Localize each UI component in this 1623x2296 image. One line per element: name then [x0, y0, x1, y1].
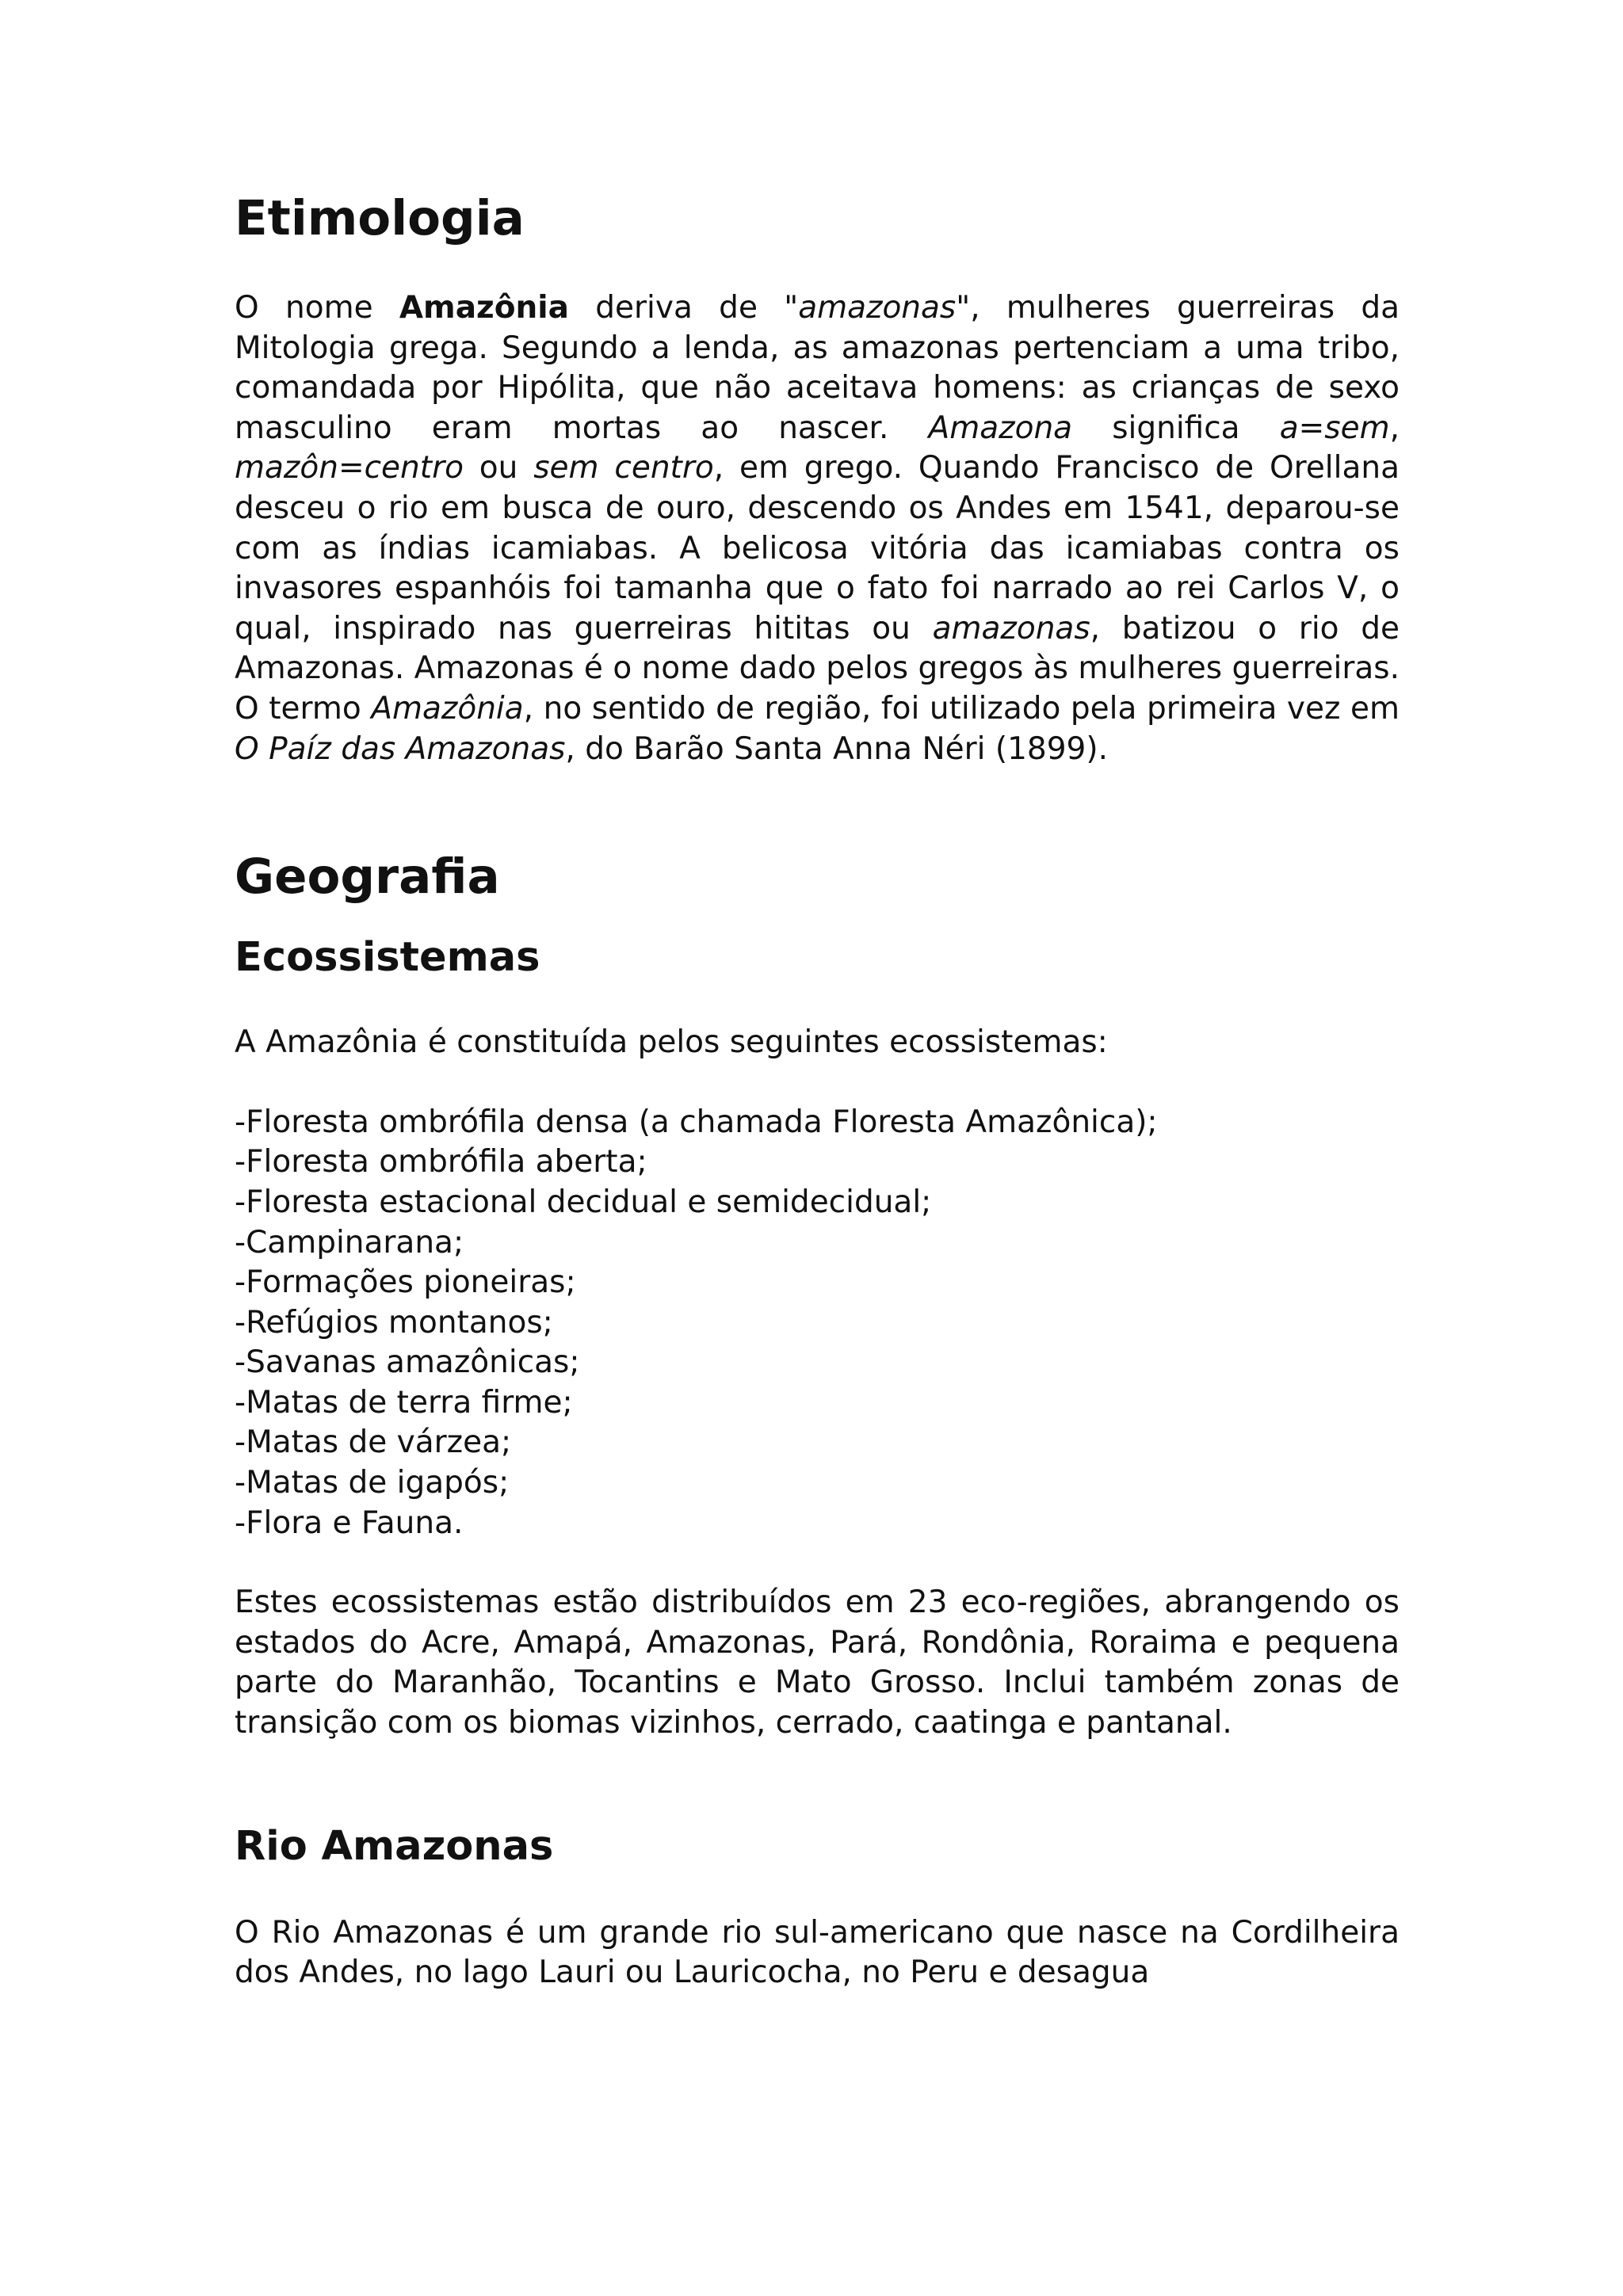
- heading-geografia: Geografia: [235, 849, 500, 906]
- bold-term: Amazônia: [399, 290, 569, 326]
- italic-term: Amazona: [928, 410, 1073, 446]
- text-run: , em grego. Quando Francisco de Orellana desceu o rio em busca de ouro, descendo os Andes em 1541, deparou-se com as índias icamiabas. A belicosa vitória das icamiabas contra os invasores espanhóis foi tamanha que o fato foi narrado ao rei Carlos V, o qual, inspirado nas guerreiras hititas ou: [235, 450, 1400, 646]
- italic-term: mazôn=centro: [235, 450, 464, 486]
- list-item: -Matas de várzea;: [235, 1425, 512, 1461]
- paragraph-ecossistemas-distribution: Estes ecossistemas estão distribuídos em 23 eco-regiões, abrangendo os estados do Acre, Amapá, Amazonas, Pará, Rondônia, Roraima e pequena parte do Maranhão, Tocantins e Mato Grosso. Inclui também zonas de transição com os biomas vizinhos, cerrado, caatinga e pantanal.: [235, 1585, 1400, 1741]
- heading-etimologia: Etimologia: [235, 190, 525, 246]
- text-run: ", mulheres guerreiras da Mitologia grega. Segundo a lenda, as amazonas pertenciam a uma tribo, comandada por Hipólita, que não aceitava homens: as crianças de sexo masculino eram mortas ao nascer.: [235, 290, 1400, 446]
- italic-term: sem centro: [533, 450, 714, 486]
- list-item: -Floresta ombrófila densa (a chamada Floresta Amazônica);: [235, 1104, 1158, 1140]
- heading-rio-amazonas: Rio Amazonas: [235, 1822, 554, 1870]
- italic-term: Amazônia: [371, 690, 524, 727]
- italic-term: amazonas: [932, 610, 1090, 646]
- text-run: deriva de ": [568, 290, 799, 326]
- document-page: [235, 187, 1400, 1993]
- ecosystem-list: [235, 1103, 1400, 1544]
- list-item: -Flora e Fauna.: [235, 1505, 464, 1541]
- paragraph-rio-amazonas: O Rio Amazonas é um grande rio sul-americano que nasce na Cordilheira dos Andes, no lago Lauri ou Lauricocha, no Peru e desagua: [235, 1914, 1400, 1991]
- list-item: -Savanas amazônicas;: [235, 1344, 580, 1381]
- paragraph-etimologia: [235, 288, 1400, 769]
- text-run: significa: [1072, 410, 1280, 446]
- list-item: -Campinarana;: [235, 1224, 464, 1261]
- italic-term: amazonas: [798, 290, 957, 326]
- list-item: -Matas de igapós;: [235, 1465, 510, 1501]
- text-run: , batizou o rio de Amazonas. Amazonas é o nome dado pelos gregos às mulheres guerreiras. O termo: [235, 610, 1400, 727]
- list-item: -Floresta estacional decidual e semidecidual;: [235, 1184, 932, 1220]
- list-item: -Formações pioneiras;: [235, 1264, 576, 1301]
- text-run: , no sentido de região, foi utilizado pela primeira vez em: [523, 690, 1400, 727]
- list-item: -Refúgios montanos;: [235, 1304, 553, 1341]
- text-run: , do Barão Santa Anna Néri (1899).: [565, 730, 1108, 767]
- heading-ecossistemas: Ecossistemas: [235, 934, 540, 982]
- text-run: O nome: [235, 290, 399, 326]
- list-item: -Matas de terra firme;: [235, 1384, 573, 1421]
- text-run: ou: [463, 450, 534, 486]
- text-run: ,: [1389, 410, 1400, 446]
- list-item: -Floresta ombrófila aberta;: [235, 1144, 647, 1180]
- paragraph-ecossistemas-intro: A Amazônia é constituída pelos seguintes ecossistemas:: [235, 1024, 1108, 1061]
- italic-term: O Paíz das Amazonas: [235, 730, 566, 767]
- italic-term: a=sem: [1279, 410, 1390, 446]
